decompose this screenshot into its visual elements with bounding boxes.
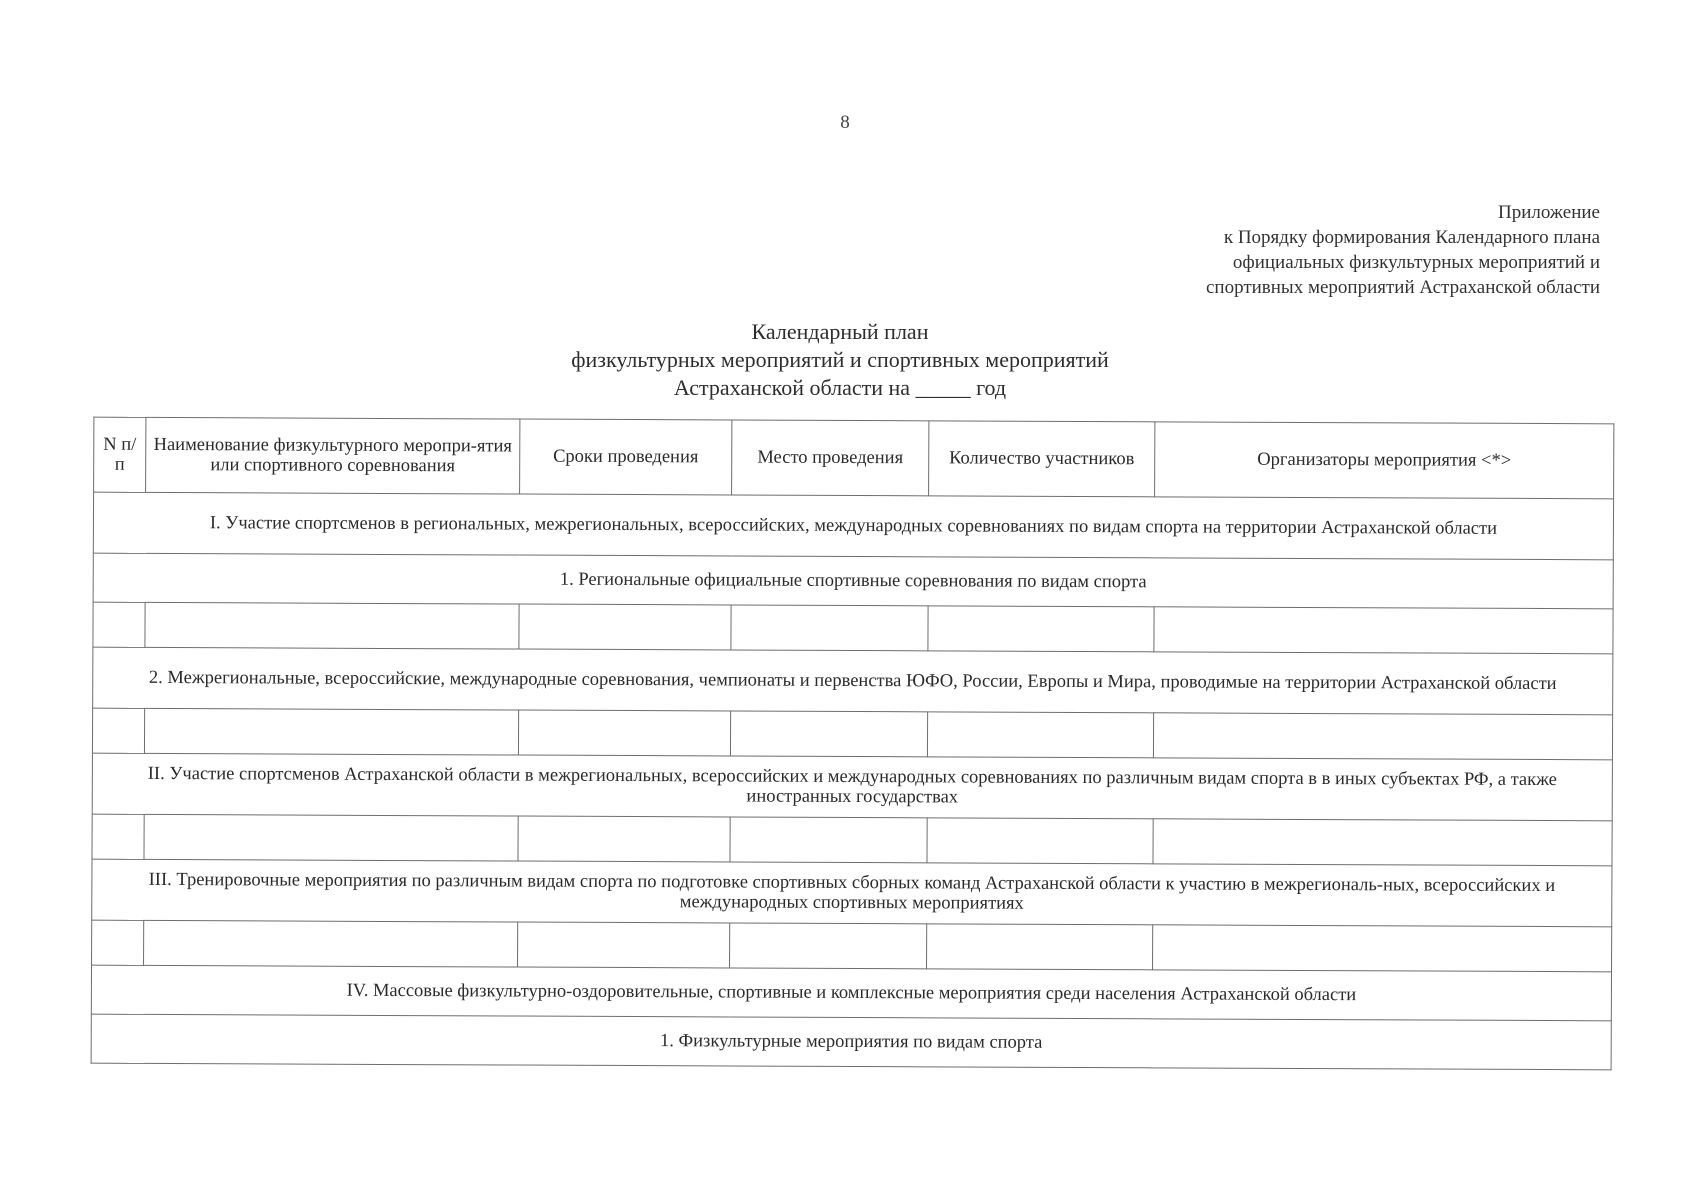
table-cell — [144, 814, 518, 861]
calendar-plan-table — [91, 417, 1615, 1071]
table-cell — [927, 924, 1153, 970]
table-cell — [927, 712, 1153, 758]
subsection-title: 2. Межрегиональные, всероссийские, международные соревнования, чемпионаты и первенства ЮФО, России, Европы и Мира, проводимые на территории Астраханской области — [93, 647, 1613, 715]
table-cell — [518, 922, 730, 968]
table-cell — [1153, 925, 1612, 972]
header-event-name: Наименование физкультурного меропри-ятия или спортивного соревнования — [146, 417, 520, 494]
table-cell — [93, 602, 145, 647]
table-cell — [92, 814, 144, 859]
plan-title-line: Календарный план — [751, 319, 929, 344]
annex-line: к Порядку формирования Календарного плана — [1223, 227, 1600, 248]
section-row — [92, 753, 1612, 821]
section-row — [93, 492, 1613, 560]
table-cell — [730, 817, 927, 863]
header-dates: Сроки проведения — [520, 419, 732, 495]
plan-title-line: физкультурных мероприятий и спортивных мероприятий — [571, 347, 1109, 372]
table-cell — [144, 708, 518, 755]
annex-line: спортивных мероприятий Астраханской области — [1205, 277, 1600, 298]
page-number: 8 — [840, 112, 850, 133]
plan-title — [440, 318, 1240, 402]
section-title: II. Участие спортсменов Астраханской области в межрегиональных, всероссийских и международных соревнованиях по различным видам спорта в в иных субъектах РФ, а также иностранных государствах — [92, 753, 1612, 821]
table-cell — [145, 602, 519, 649]
annex-title: Приложение — [1498, 202, 1600, 223]
table-header-row — [94, 417, 1614, 499]
table-cell — [518, 710, 730, 756]
header-number: N п/п — [94, 417, 146, 492]
section-title: I. Участие спортсменов в региональных, межрегиональных, всероссийских, международных соревнованиях по видам спорта на территории Астраханской области — [93, 492, 1613, 560]
table-cell — [730, 923, 927, 969]
section-row — [92, 859, 1612, 927]
table-cell — [144, 920, 518, 967]
table-row — [92, 708, 1612, 760]
table-cell — [1153, 819, 1612, 866]
subsection-row — [91, 1014, 1611, 1070]
subsection-title: 1. Физкультурные мероприятия по видам спорта — [91, 1014, 1611, 1070]
header-organizers: Организаторы мероприятия <*> — [1155, 422, 1614, 499]
table-cell — [730, 711, 927, 757]
header-venue: Место проведения — [732, 420, 929, 496]
table-row — [92, 814, 1612, 866]
section-row — [91, 965, 1611, 1021]
table-cell — [731, 605, 928, 651]
table-row — [93, 602, 1613, 654]
table-cell — [1153, 713, 1612, 760]
table-row — [92, 920, 1612, 972]
table-cell — [927, 818, 1153, 864]
table-cell — [928, 606, 1154, 652]
subsection-row — [93, 553, 1613, 609]
header-participants: Количество участников — [929, 421, 1155, 497]
table-cell — [92, 920, 144, 965]
table-cell — [92, 708, 144, 753]
annex-line: официальных физкультурных мероприятий и — [1232, 252, 1600, 273]
section-title: III. Тренировочные мероприятия по различным видам спорта по подготовке спортивных сборных команд Астраханской области к участию в межрегиональ-ных, всероссийских и международных спортивных мероприятиях — [92, 859, 1612, 927]
plan-title-line: Астраханской области на _____ год — [673, 375, 1007, 400]
table-cell — [518, 816, 730, 862]
table-cell — [1154, 607, 1613, 654]
subsection-row — [93, 647, 1613, 715]
subsection-title: 1. Региональные официальные спортивные соревнования по видам спорта — [93, 553, 1613, 609]
table-cell — [519, 604, 731, 650]
section-title: IV. Массовые физкультурно-оздоровительные, спортивные и комплексные мероприятия среди населения Астраханской области — [91, 965, 1611, 1021]
annex-block — [1206, 200, 1600, 300]
